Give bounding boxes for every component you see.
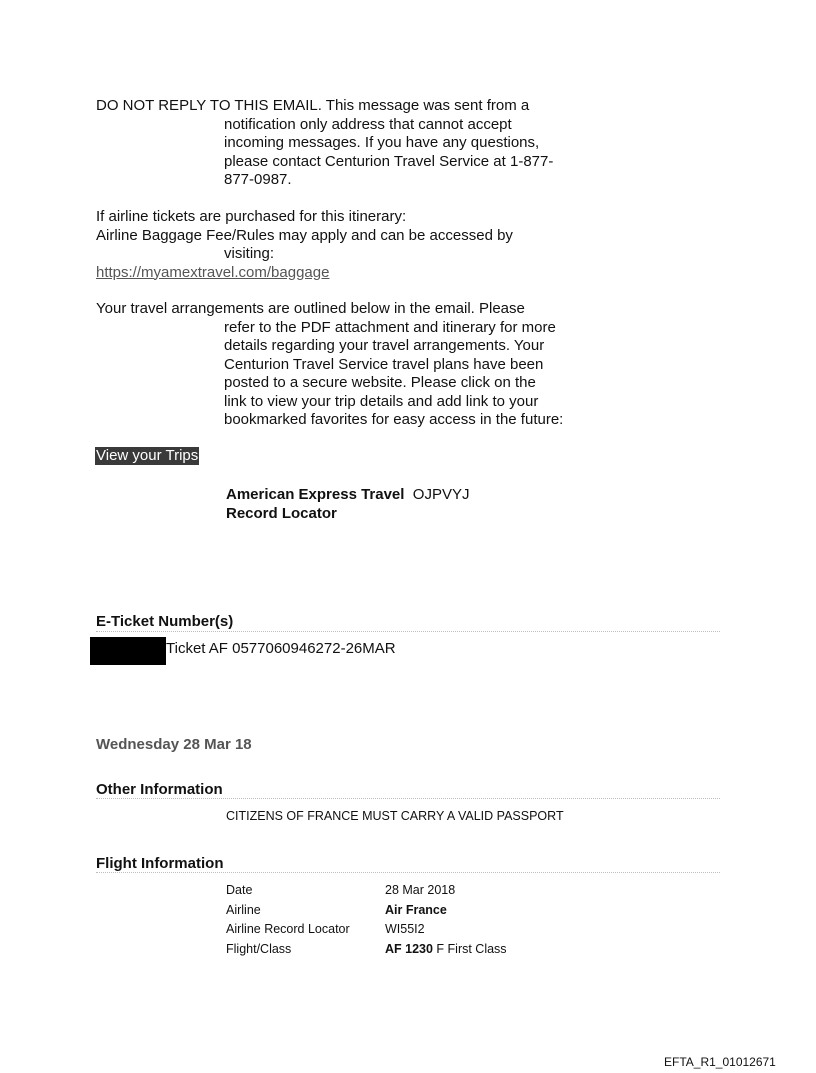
flight-value: Air France <box>385 902 447 917</box>
flight-row-date <box>226 881 626 901</box>
other-info-divider <box>96 798 720 799</box>
redaction-block <box>90 637 166 665</box>
record-locator-value: OJPVYJ <box>412 486 470 503</box>
arrangements-line: refer to the PDF attachment and itinerary for more <box>224 318 556 336</box>
baggage-notice <box>96 208 656 282</box>
flight-label: Airline Record Locator <box>226 922 350 936</box>
other-info-text: CITIZENS OF FRANCE MUST CARRY A VALID PASSPORT <box>226 809 564 823</box>
flight-label: Date <box>226 883 253 897</box>
eticket-number: Ticket AF 0577060946272-26MAR <box>166 640 396 657</box>
other-info-heading: Other Information <box>96 781 223 798</box>
baggage-link[interactable]: https://myamextravel.com/baggage <box>96 263 330 281</box>
flight-value: 28 Mar 2018 <box>385 883 456 897</box>
record-locator-label-2: Record Locator <box>226 504 337 522</box>
flight-number: AF 1230 <box>385 941 433 956</box>
notice-line: notification only address that cannot accept <box>224 115 512 133</box>
flight-label: Airline <box>226 902 261 917</box>
notice-line: 877-0987. <box>224 171 292 188</box>
flight-info-table <box>226 881 626 959</box>
flight-row-airline <box>226 901 626 921</box>
do-not-reply-notice <box>96 97 656 190</box>
arrangements-line: bookmarked favorites for easy access in the future: <box>224 411 564 428</box>
date-heading: Wednesday 28 Mar 18 <box>96 736 252 753</box>
flight-row-flight-class <box>226 940 626 960</box>
record-locator <box>226 486 626 523</box>
flight-row-record-locator <box>226 920 626 940</box>
document-id: EFTA_R1_01012671 <box>664 1055 776 1069</box>
baggage-line: visiting: <box>224 245 275 262</box>
record-locator-label: American Express Travel <box>226 486 405 503</box>
arrangements-line: Your travel arrangements are outlined below in the email. Please <box>96 300 525 317</box>
arrangements-line: posted to a secure website. Please click on the <box>224 374 536 391</box>
flight-value: WI55I2 <box>385 922 425 936</box>
arrangements-line: Centurion Travel Service travel plans have been <box>224 355 544 373</box>
eticket-heading: E-Ticket Number(s) <box>96 613 234 630</box>
baggage-line: If airline tickets are purchased for this itinerary: <box>96 208 407 225</box>
arrangements-paragraph <box>96 300 696 430</box>
arrangements-line: details regarding your travel arrangements. Your <box>224 337 545 354</box>
baggage-line: Airline Baggage Fee/Rules may apply and can be accessed by <box>96 226 513 244</box>
view-trips-button[interactable]: View your Trips <box>96 447 199 464</box>
flight-value <box>385 940 507 960</box>
eticket-divider <box>96 631 720 632</box>
notice-line: incoming messages. If you have any questions, <box>224 134 540 151</box>
notice-line: please contact Centurion Travel Service at 1-877- <box>224 152 554 170</box>
flight-label: Flight/Class <box>226 941 292 956</box>
notice-line: DO NOT REPLY TO THIS EMAIL. This message was sent from a <box>96 97 530 114</box>
flight-info-heading: Flight Information <box>96 855 224 872</box>
flight-info-divider <box>96 872 720 873</box>
flight-class: F First Class <box>432 941 507 956</box>
arrangements-line: link to view your trip details and add link to your <box>224 392 539 410</box>
